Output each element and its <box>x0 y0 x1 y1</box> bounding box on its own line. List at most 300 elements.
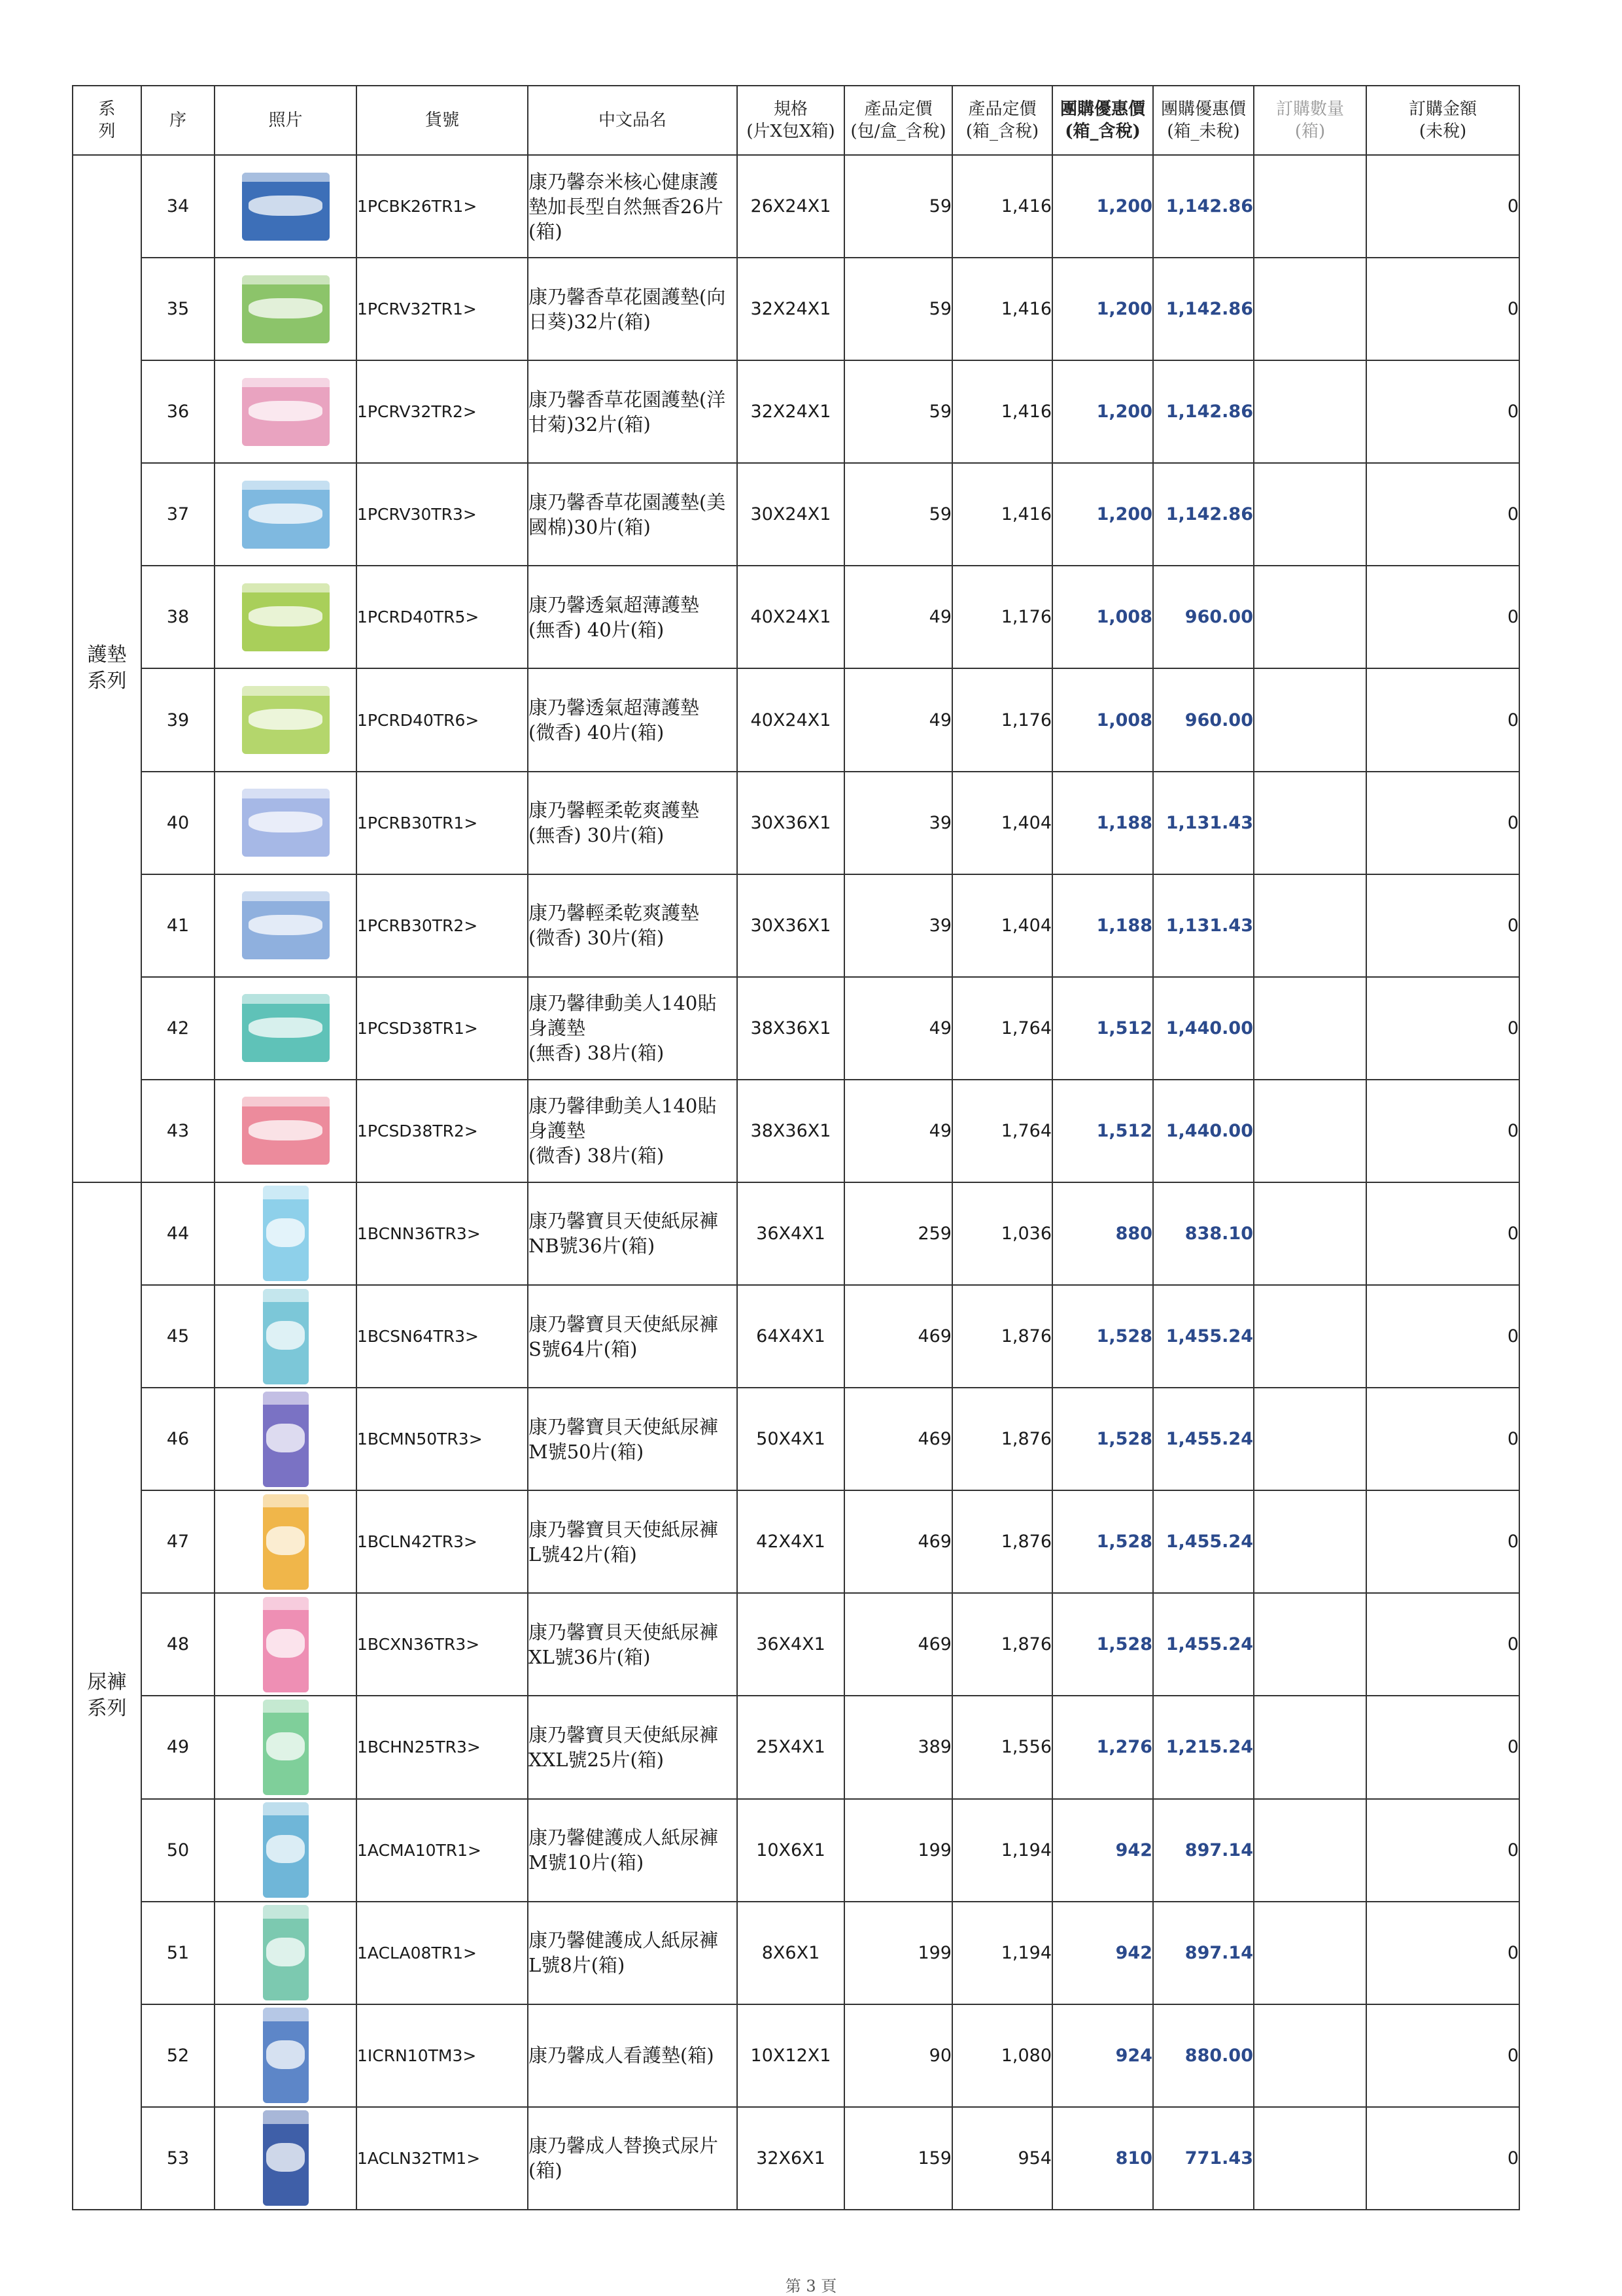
pack-price-cell: 469 <box>844 1593 952 1696</box>
package-label-band <box>249 915 322 935</box>
spec-cell: 36X4X1 <box>737 1182 844 1285</box>
group-price-notax-cell: 1,131.43 <box>1153 772 1254 874</box>
product-name-line: (箱) <box>528 2159 562 2182</box>
package-top-strip <box>263 2008 309 2021</box>
package-label-band <box>266 2143 305 2172</box>
package-label-band <box>266 1526 305 1555</box>
product-name-line: S號64片(箱) <box>528 1337 638 1360</box>
group-price-tax-cell: 1,276 <box>1052 1696 1153 1798</box>
product-package-image <box>263 1802 309 1898</box>
seq-cell: 48 <box>141 1593 215 1696</box>
product-name-line: NB號36片(箱) <box>528 1235 655 1258</box>
group-price-notax-cell: 960.00 <box>1153 668 1254 771</box>
product-name-line: L號42片(箱) <box>528 1543 637 1566</box>
product-package-image <box>263 1597 309 1692</box>
order-amount-cell: 0 <box>1366 1593 1519 1696</box>
seq-cell: 46 <box>141 1388 215 1490</box>
pack-price-cell: 90 <box>844 2004 952 2107</box>
product-photo-cell <box>215 1902 356 2004</box>
product-name-line: 康乃馨健護成人紙尿褲 <box>528 1929 719 1952</box>
product-photo-cell <box>215 1593 356 1696</box>
spec-cell: 30X24X1 <box>737 463 844 566</box>
product-photo-cell <box>215 2107 356 2210</box>
order-amount-cell: 0 <box>1366 874 1519 977</box>
pack-price-cell: 389 <box>844 1696 952 1798</box>
product-photo-cell <box>215 772 356 874</box>
order-amount-cell: 0 <box>1366 2004 1519 2107</box>
product-name-line: 康乃馨成人替換式尿片 <box>528 2134 719 2157</box>
product-name-cell <box>528 566 737 668</box>
group-price-tax-cell: 1,200 <box>1052 155 1153 258</box>
product-name-line: M號10片(箱) <box>528 1851 644 1874</box>
product-name-line: XXL號25片(箱) <box>528 1748 664 1771</box>
pack-price-cell: 159 <box>844 2107 952 2210</box>
product-package-image <box>242 583 330 651</box>
group-price-notax-cell: 1,142.86 <box>1153 155 1254 258</box>
product-name-cell <box>528 258 737 360</box>
table-row <box>73 1285 1519 1388</box>
seq-cell: 45 <box>141 1285 215 1388</box>
spec-cell: 32X6X1 <box>737 2107 844 2210</box>
header-name: 中文品名 <box>528 86 737 155</box>
product-name-line: (無香) 38片(箱) <box>528 1042 664 1065</box>
package-label-band <box>266 1218 305 1247</box>
package-top-strip <box>242 686 330 696</box>
product-name-line: 康乃馨輕柔乾爽護墊 <box>528 799 700 822</box>
product-name-cell <box>528 2107 737 2210</box>
product-package-image <box>242 481 330 549</box>
product-photo-cell <box>215 1799 356 1902</box>
order-qty-cell[interactable] <box>1254 1490 1366 1593</box>
package-label-band <box>266 1835 305 1864</box>
product-name-line: 康乃馨寶貝天使紙尿褲 <box>528 1620 719 1643</box>
pack-price-cell: 59 <box>844 463 952 566</box>
header-list-price-box: 產品定價 (箱_含稅) <box>952 86 1052 155</box>
seq-cell: 43 <box>141 1080 215 1182</box>
box-price-cell: 1,876 <box>952 1490 1052 1593</box>
spec-cell: 32X24X1 <box>737 360 844 463</box>
order-qty-cell[interactable] <box>1254 1080 1366 1182</box>
product-name-line: L號8片(箱) <box>528 1954 625 1977</box>
order-qty-cell[interactable] <box>1254 1593 1366 1696</box>
pack-price-cell: 199 <box>844 1799 952 1902</box>
spec-cell: 40X24X1 <box>737 668 844 771</box>
page-number: 第 3 頁 <box>785 2277 837 2295</box>
group-price-tax-cell: 1,188 <box>1052 874 1153 977</box>
product-name-line: 康乃馨香草花園護墊(洋 <box>528 388 726 411</box>
product-name-cell <box>528 1696 737 1798</box>
spec-cell: 40X24X1 <box>737 566 844 668</box>
product-code-cell: 1ACLA08TR1> <box>356 1902 528 2004</box>
product-name-line: 康乃馨香草花園護墊(美 <box>528 490 726 513</box>
spec-cell: 8X6X1 <box>737 1902 844 2004</box>
product-name-cell <box>528 1902 737 2004</box>
box-price-cell: 1,404 <box>952 772 1052 874</box>
box-price-cell: 1,080 <box>952 2004 1052 2107</box>
group-price-notax-cell: 838.10 <box>1153 1182 1254 1285</box>
product-photo-cell <box>215 668 356 771</box>
table-row <box>73 772 1519 874</box>
product-photo-cell <box>215 1696 356 1798</box>
series-group-label <box>73 155 141 1182</box>
product-photo-cell <box>215 1182 356 1285</box>
seq-cell: 51 <box>141 1902 215 2004</box>
package-top-strip <box>242 789 330 798</box>
table-row <box>73 1490 1519 1593</box>
package-top-strip <box>263 1494 309 1507</box>
group-price-notax-cell: 1,455.24 <box>1153 1593 1254 1696</box>
order-qty-cell[interactable] <box>1254 463 1366 566</box>
order-qty-cell[interactable] <box>1254 566 1366 668</box>
product-package-image <box>263 1905 309 2000</box>
box-price-cell: 954 <box>952 2107 1052 2210</box>
pack-price-cell: 469 <box>844 1490 952 1593</box>
group-price-notax-cell: 1,131.43 <box>1153 874 1254 977</box>
group-price-notax-cell: 1,440.00 <box>1153 1080 1254 1182</box>
package-top-strip <box>263 2110 309 2123</box>
package-label-band <box>266 1321 305 1350</box>
order-amount-cell: 0 <box>1366 1285 1519 1388</box>
product-name-line: (微香) 38片(箱) <box>528 1144 664 1167</box>
pack-price-cell: 39 <box>844 874 952 977</box>
package-label-band <box>249 812 322 832</box>
header-group-price-notax: 團購優惠價 (箱_未稅) <box>1153 86 1254 155</box>
order-amount-cell: 0 <box>1366 772 1519 874</box>
order-amount-cell: 0 <box>1366 668 1519 771</box>
product-name-cell <box>528 1593 737 1696</box>
package-top-strip <box>242 583 330 593</box>
product-photo-cell <box>215 874 356 977</box>
product-name-line: 康乃馨奈米核心健康護 <box>528 170 719 193</box>
product-name-cell <box>528 1490 737 1593</box>
seq-cell: 40 <box>141 772 215 874</box>
product-code-cell: 1PCRD40TR5> <box>356 566 528 668</box>
order-qty-cell[interactable] <box>1254 1799 1366 1902</box>
group-price-tax-cell: 1,512 <box>1052 1080 1153 1182</box>
order-qty-cell[interactable] <box>1254 1388 1366 1490</box>
box-price-cell: 1,876 <box>952 1388 1052 1490</box>
header-photo: 照片 <box>215 86 356 155</box>
product-package-image <box>242 994 330 1062</box>
product-photo-cell <box>215 1388 356 1490</box>
package-label-band <box>249 504 322 524</box>
order-amount-cell: 0 <box>1366 1902 1519 2004</box>
header-series: 系 列 <box>73 86 141 155</box>
group-price-tax-cell: 942 <box>1052 1902 1153 2004</box>
product-package-image <box>263 1186 309 1281</box>
order-amount-cell: 0 <box>1366 1080 1519 1182</box>
seq-cell: 44 <box>141 1182 215 1285</box>
pack-price-cell: 39 <box>844 772 952 874</box>
product-name-line: 康乃馨律動美人140貼 <box>528 1095 717 1118</box>
box-price-cell: 1,194 <box>952 1799 1052 1902</box>
header-list-price-pack: 產品定價 (包/盒_含稅) <box>844 86 952 155</box>
package-label-band <box>266 1938 305 1966</box>
package-top-strip <box>263 1905 309 1918</box>
spec-cell: 36X4X1 <box>737 1593 844 1696</box>
product-name-line: (微香) 40片(箱) <box>528 721 664 744</box>
order-amount-cell: 0 <box>1366 977 1519 1080</box>
product-name-line: 身護墊 <box>528 1017 586 1040</box>
product-name-cell <box>528 2004 737 2107</box>
package-top-strip <box>242 378 330 388</box>
order-qty-cell[interactable] <box>1254 2107 1366 2210</box>
product-code-cell: 1PCRV32TR2> <box>356 360 528 463</box>
pack-price-cell: 469 <box>844 1285 952 1388</box>
seq-cell: 50 <box>141 1799 215 1902</box>
table-row <box>73 258 1519 360</box>
product-package-image <box>263 2008 309 2103</box>
table-row <box>73 977 1519 1080</box>
pack-price-cell: 49 <box>844 566 952 668</box>
package-top-strip <box>263 1700 309 1713</box>
header-code: 貨號 <box>356 86 528 155</box>
group-price-tax-cell: 1,008 <box>1052 566 1153 668</box>
table-row <box>73 874 1519 977</box>
product-code-cell: 1PCSD38TR1> <box>356 977 528 1080</box>
group-price-notax-cell: 897.14 <box>1153 1799 1254 1902</box>
box-price-cell: 1,176 <box>952 668 1052 771</box>
product-photo-cell <box>215 566 356 668</box>
box-price-cell: 1,876 <box>952 1593 1052 1696</box>
spec-cell: 42X4X1 <box>737 1490 844 1593</box>
package-label-band <box>249 606 322 626</box>
box-price-cell: 1,876 <box>952 1285 1052 1388</box>
product-name-line: 康乃馨寶貝天使紙尿褲 <box>528 1312 719 1335</box>
spec-cell: 64X4X1 <box>737 1285 844 1388</box>
product-code-cell: 1PCBK26TR1> <box>356 155 528 258</box>
package-label-band <box>249 1120 322 1140</box>
table-row <box>73 566 1519 668</box>
product-name-cell <box>528 668 737 771</box>
table-row <box>73 1182 1519 1285</box>
pack-price-cell: 59 <box>844 360 952 463</box>
package-label-band <box>266 1629 305 1658</box>
spec-cell: 30X36X1 <box>737 874 844 977</box>
series-label-line: 護墊 <box>87 643 127 667</box>
product-photo-cell <box>215 2004 356 2107</box>
group-price-tax-cell: 942 <box>1052 1799 1153 1902</box>
product-name-line: 康乃馨透氣超薄護墊 <box>528 593 700 616</box>
box-price-cell: 1,404 <box>952 874 1052 977</box>
group-price-tax-cell: 1,528 <box>1052 1285 1153 1388</box>
product-name-line: 康乃馨律動美人140貼 <box>528 992 717 1015</box>
product-name-line: 康乃馨香草花園護墊(向 <box>528 285 726 308</box>
product-code-cell: 1BCHN25TR3> <box>356 1696 528 1798</box>
package-top-strip <box>263 1186 309 1199</box>
group-price-tax-cell: 1,200 <box>1052 360 1153 463</box>
product-name-cell <box>528 1080 737 1182</box>
order-qty-cell[interactable] <box>1254 1696 1366 1798</box>
package-top-strip <box>242 481 330 490</box>
product-photo-cell <box>215 360 356 463</box>
product-name-line: 康乃馨寶貝天使紙尿褲 <box>528 1415 719 1438</box>
table-row <box>73 2004 1519 2107</box>
header-qty: 訂購數量 (箱) <box>1254 86 1366 155</box>
product-package-image <box>263 2110 309 2206</box>
seq-cell: 39 <box>141 668 215 771</box>
order-qty-cell[interactable] <box>1254 360 1366 463</box>
box-price-cell: 1,416 <box>952 463 1052 566</box>
product-name-line: (微香) 30片(箱) <box>528 927 664 950</box>
spec-cell: 30X36X1 <box>737 772 844 874</box>
order-qty-cell[interactable] <box>1254 1902 1366 2004</box>
table-row <box>73 1080 1519 1182</box>
order-amount-cell: 0 <box>1366 1490 1519 1593</box>
order-amount-cell: 0 <box>1366 2107 1519 2210</box>
product-package-image <box>263 1289 309 1384</box>
order-amount-cell: 0 <box>1366 1696 1519 1798</box>
product-photo-cell <box>215 258 356 360</box>
seq-cell: 53 <box>141 2107 215 2210</box>
order-qty-cell[interactable] <box>1254 155 1366 258</box>
order-amount-cell: 0 <box>1366 463 1519 566</box>
header-amount: 訂購金額 (未稅) <box>1366 86 1519 155</box>
package-label-band <box>249 401 322 421</box>
package-top-strip <box>242 275 330 285</box>
product-code-cell: 1BCXN36TR3> <box>356 1593 528 1696</box>
order-qty-cell[interactable] <box>1254 668 1366 771</box>
pack-price-cell: 59 <box>844 258 952 360</box>
product-photo-cell <box>215 463 356 566</box>
order-amount-cell: 0 <box>1366 155 1519 258</box>
spec-cell: 38X36X1 <box>737 1080 844 1182</box>
order-form-table <box>72 85 1520 2210</box>
group-price-notax-cell: 897.14 <box>1153 1902 1254 2004</box>
group-price-notax-cell: 1,440.00 <box>1153 977 1254 1080</box>
package-label-band <box>266 1732 305 1761</box>
pack-price-cell: 199 <box>844 1902 952 2004</box>
package-label-band <box>249 1018 322 1038</box>
product-name-line: 康乃馨寶貝天使紙尿褲 <box>528 1518 719 1541</box>
table-row <box>73 668 1519 771</box>
table-row <box>73 1696 1519 1798</box>
product-name-line: M號50片(箱) <box>528 1440 644 1463</box>
table-row <box>73 1388 1519 1490</box>
table-row <box>73 463 1519 566</box>
pack-price-cell: 59 <box>844 155 952 258</box>
group-price-tax-cell: 1,528 <box>1052 1593 1153 1696</box>
header-row <box>73 86 1519 155</box>
product-code-cell: 1PCRD40TR6> <box>356 668 528 771</box>
package-top-strip <box>263 1392 309 1405</box>
series-label-line: 系列 <box>87 1697 127 1721</box>
product-name-line: 康乃馨透氣超薄護墊 <box>528 696 700 719</box>
order-qty-cell[interactable] <box>1254 874 1366 977</box>
product-name-cell <box>528 1285 737 1388</box>
order-qty-cell[interactable] <box>1254 1182 1366 1285</box>
product-package-image <box>263 1700 309 1795</box>
spec-cell: 38X36X1 <box>737 977 844 1080</box>
series-label-line: 系列 <box>87 670 127 693</box>
order-amount-cell: 0 <box>1366 258 1519 360</box>
product-name-line: 日葵)32片(箱) <box>528 310 651 333</box>
order-qty-cell[interactable] <box>1254 977 1366 1080</box>
group-price-tax-cell: 1,528 <box>1052 1388 1153 1490</box>
seq-cell: 37 <box>141 463 215 566</box>
spec-cell: 10X6X1 <box>737 1799 844 1902</box>
product-package-image <box>242 789 330 857</box>
order-amount-cell: 0 <box>1366 566 1519 668</box>
order-qty-cell[interactable] <box>1254 258 1366 360</box>
series-group-label <box>73 1182 141 2210</box>
order-qty-cell[interactable] <box>1254 1285 1366 1388</box>
product-name-line: XL號36片(箱) <box>528 1645 651 1668</box>
product-code-cell: 1BCSN64TR3> <box>356 1285 528 1388</box>
product-code-cell: 1PCRB30TR2> <box>356 874 528 977</box>
seq-cell: 47 <box>141 1490 215 1593</box>
product-package-image <box>242 378 330 446</box>
product-name-cell <box>528 463 737 566</box>
box-price-cell: 1,416 <box>952 155 1052 258</box>
table-row <box>73 155 1519 258</box>
seq-cell: 52 <box>141 2004 215 2107</box>
pack-price-cell: 49 <box>844 668 952 771</box>
package-label-band <box>249 196 322 216</box>
seq-cell: 36 <box>141 360 215 463</box>
group-price-notax-cell: 1,455.24 <box>1153 1490 1254 1593</box>
product-code-cell: 1PCRV32TR1> <box>356 258 528 360</box>
group-price-notax-cell: 880.00 <box>1153 2004 1254 2107</box>
group-price-tax-cell: 1,200 <box>1052 258 1153 360</box>
order-amount-cell: 0 <box>1366 1799 1519 1902</box>
group-price-notax-cell: 771.43 <box>1153 2107 1254 2210</box>
spec-cell: 50X4X1 <box>737 1388 844 1490</box>
box-price-cell: 1,764 <box>952 1080 1052 1182</box>
series-label-line: 尿褲 <box>87 1671 127 1694</box>
product-package-image <box>242 1097 330 1165</box>
pack-price-cell: 259 <box>844 1182 952 1285</box>
product-code-cell: 1BCLN42TR3> <box>356 1490 528 1593</box>
product-code-cell: 1PCSD38TR2> <box>356 1080 528 1182</box>
package-top-strip <box>242 891 330 901</box>
package-top-strip <box>242 994 330 1004</box>
package-label-band <box>249 709 322 729</box>
box-price-cell: 1,036 <box>952 1182 1052 1285</box>
group-price-tax-cell: 1,200 <box>1052 463 1153 566</box>
spec-cell: 25X4X1 <box>737 1696 844 1798</box>
order-qty-cell[interactable] <box>1254 772 1366 874</box>
group-price-notax-cell: 1,142.86 <box>1153 360 1254 463</box>
spec-cell: 32X24X1 <box>737 258 844 360</box>
product-code-cell: 1ACMA10TR1> <box>356 1799 528 1902</box>
order-amount-cell: 0 <box>1366 360 1519 463</box>
product-code-cell: 1PCRB30TR1> <box>356 772 528 874</box>
box-price-cell: 1,176 <box>952 566 1052 668</box>
group-price-tax-cell: 924 <box>1052 2004 1153 2107</box>
product-code-cell: 1PCRV30TR3> <box>356 463 528 566</box>
product-photo-cell <box>215 977 356 1080</box>
order-qty-cell[interactable] <box>1254 2004 1366 2107</box>
group-price-notax-cell: 960.00 <box>1153 566 1254 668</box>
group-price-tax-cell: 1,528 <box>1052 1490 1153 1593</box>
order-amount-cell: 0 <box>1366 1182 1519 1285</box>
group-price-notax-cell: 1,455.24 <box>1153 1285 1254 1388</box>
product-code-cell: 1BCNN36TR3> <box>356 1182 528 1285</box>
product-name-cell <box>528 155 737 258</box>
group-price-tax-cell: 810 <box>1052 2107 1153 2210</box>
product-name-line: 身護墊 <box>528 1120 586 1142</box>
group-price-notax-cell: 1,142.86 <box>1153 258 1254 360</box>
pack-price-cell: 49 <box>844 977 952 1080</box>
product-name-line: 國棉)30片(箱) <box>528 515 651 538</box>
table-row <box>73 1593 1519 1696</box>
product-photo-cell <box>215 1080 356 1182</box>
header-spec: 規格 (片X包X箱) <box>737 86 844 155</box>
product-name-cell <box>528 1182 737 1285</box>
product-package-image <box>263 1392 309 1487</box>
package-top-strip <box>263 1597 309 1610</box>
